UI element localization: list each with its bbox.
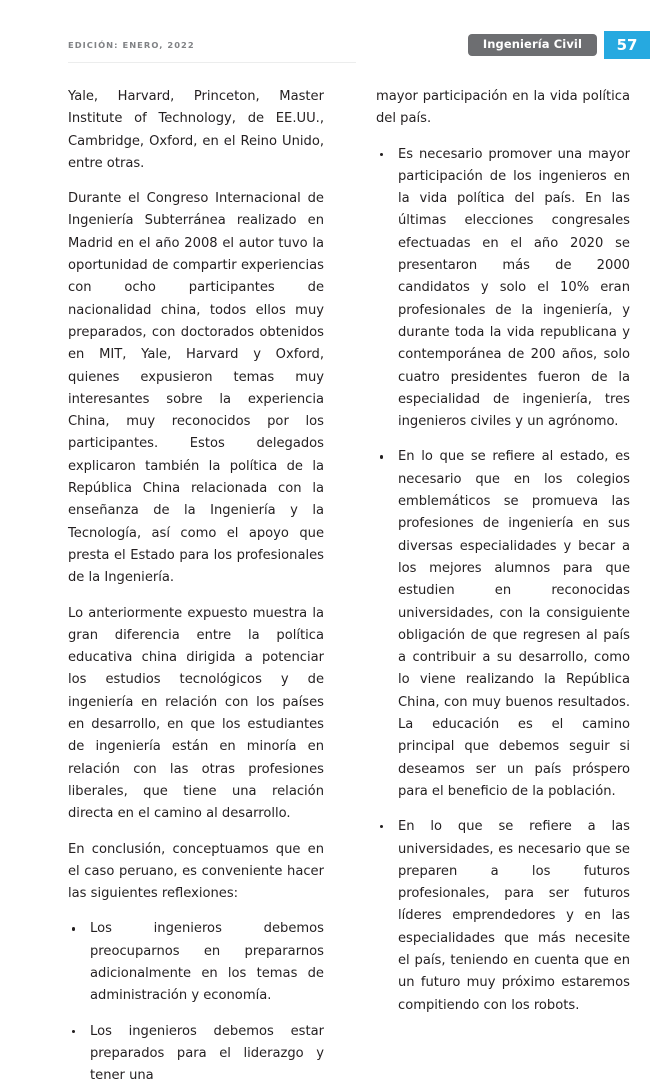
body-columns — [68, 86, 630, 1087]
list-item-text: Es necesario promover una mayor participación de los ingenieros en la vida política del país. En las últimas elecciones congresales efectuadas en el año 2020 se presentaron más de 2000 candidatos y solo el 10% eran profesionales de la ingeniería, y durante toda la vida republicana y contemporánea de 200 años, solo cuatro presidentes fueron de la especialidad de ingeniería, tres ingenieros civiles y un agrónomo. — [398, 146, 630, 430]
reflections-list-right — [376, 144, 630, 1017]
list-item — [376, 144, 630, 434]
paragraph: En conclusión, conceptuamos que en el caso peruano, es conveniente hacer las siguientes reflexiones: — [68, 841, 324, 902]
list-item — [68, 1021, 324, 1087]
paragraph: Yale, Harvard, Princeton, Master Institute of Technology, de EE.UU., Cambridge, Oxford, en el Reino Unido, entre otras. — [68, 89, 324, 171]
page-number-badge: 57 — [604, 31, 650, 59]
bullet-dot-icon — [380, 153, 383, 156]
list-item — [376, 816, 630, 1017]
reflections-list-left — [68, 918, 324, 1087]
left-column — [68, 86, 324, 1087]
paragraph: Lo anteriormente expuesto muestra la gran diferencia entre la política educativa china dirigida a potenciar los estudios tecnológicos y de ingeniería en relación con los países en desarrollo, en que los estudiantes de ingeniería están en minoría en relación con las otras profesiones liberales, que tiene una relación directa en el camino al desarrollo. — [68, 605, 324, 822]
list-item-text: En lo que se refiere a las universidades, es necesario que se preparen a los futuros profesionales, para ser futuros líderes emprendedores y en las especialidades que más necesite el país, teniendo en cuenta que en un futuro muy próximo estaremos compitiendo con los robots. — [398, 819, 630, 1013]
section-tag: Ingeniería Civil — [468, 34, 597, 57]
paragraph-continuation: mayor participación en la vida política del país. — [376, 89, 630, 127]
list-item-text: Los ingenieros debemos preocuparnos en prepararnos adicionalmente en los temas de administración y economía. — [90, 921, 324, 1004]
bullet-dot-icon — [72, 927, 75, 930]
list-item-text: En lo que se refiere al estado, es necesario que en los colegios emblemáticos se promueva las profesiones de ingeniería en sus diversas especialidades y becar a los mejores alumnos para que estudien en reconocidas universidades, con la consiguiente obligación de que regresen al país a contribuir a su desarrollo, como lo viene realizando la República China, con muy buenos resultados. La educación es el camino principal que debemos seguir si deseamos ser un país próspero para el beneficio de la población. — [398, 449, 630, 799]
paragraph: Durante el Congreso Internacional de Ingeniería Subterránea realizado en Madrid en el año 2008 el autor tuvo la oportunidad de compartir experiencias con ocho participantes de nacionalidad china, todos ellos muy preparados, con doctorados obtenidos en MIT, Yale, Harvard y Oxford, quienes expusieron temas muy interesantes sobre la experiencia China, muy reconocidos por los participantes. Estos delegados explicaron también la política de la República China relacionada con la enseñanza de la Ingeniería y la Tecnología, así como el apoyo que presta el Estado para los profesionales de la Ingeniería. — [68, 191, 324, 586]
bullet-dot-icon — [380, 455, 383, 458]
list-item-text: Los ingenieros debemos estar preparados para el liderazgo y tener una — [90, 1023, 324, 1084]
bullet-dot-icon — [380, 825, 383, 828]
running-header — [68, 30, 650, 60]
header-divider — [68, 62, 356, 63]
right-column — [376, 86, 630, 1087]
edition-label: EDICIÓN: ENERO, 2022 — [68, 40, 195, 50]
list-item — [68, 918, 324, 1007]
bullet-dot-icon — [72, 1030, 75, 1033]
list-item — [376, 446, 630, 803]
